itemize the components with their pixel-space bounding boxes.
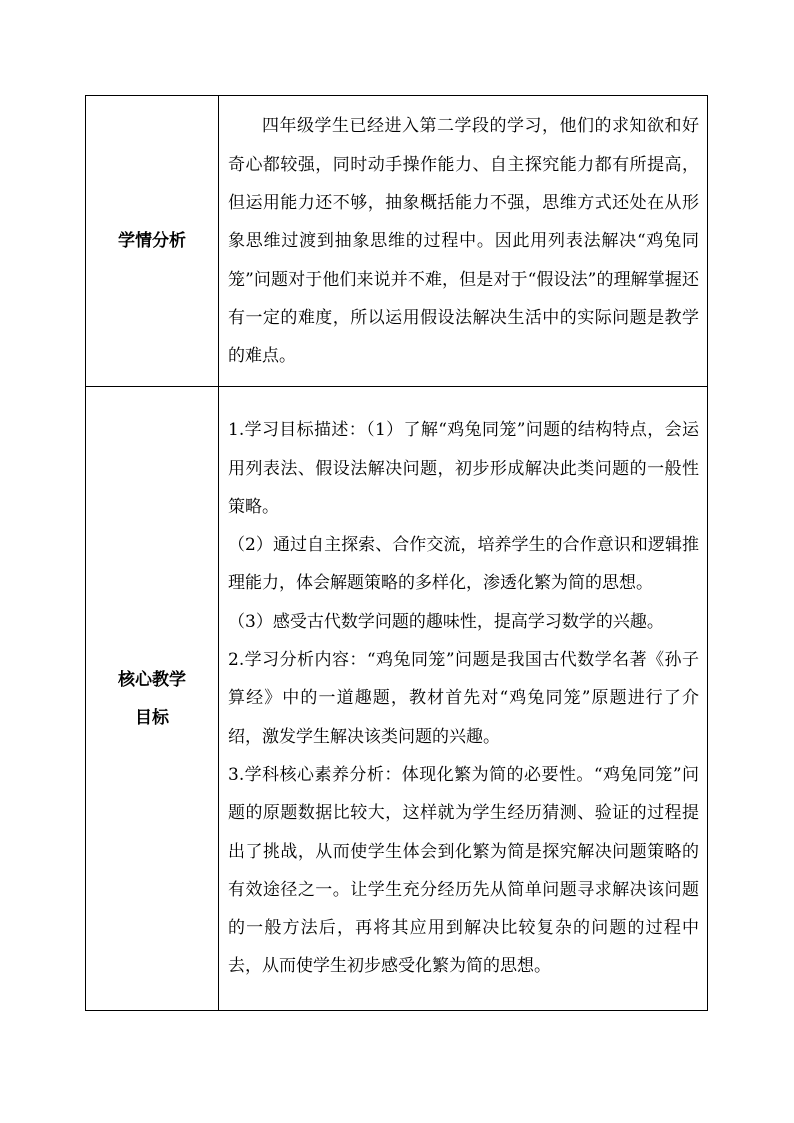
lesson-plan-table <box>85 95 708 1011</box>
paragraph: （2）通过自主探索、合作交流，培养学生的合作意识和逻辑推理能力，体会解题策略的多样化，渗透化繁为简的思想。 <box>228 535 699 594</box>
paragraph: （3）感受古代数学问题的趣味性，提高学习数学的兴趣。 <box>228 611 664 632</box>
paragraph: 2.学习分析内容：“鸡兔同笼”问题是我国古代数学名著《孙子算经》中的一道趣题，教材首先对“鸡兔同笼”原题进行了介绍，激发学生解决该类问题的兴趣。 <box>228 650 699 747</box>
row-label-text-line1: 核心教学 <box>118 669 186 690</box>
row-label-text: 学情分析 <box>118 231 186 251</box>
row-label-text-line2: 目标 <box>135 707 169 728</box>
row-label-student-analysis <box>86 96 219 387</box>
table-row <box>86 387 708 1011</box>
paragraph: 3.学科核心素养分析：体现化繁为简的必要性。“鸡兔同笼”问题的原题数据比较大，这样就为学生经历猜测、验证的过程提出了挑战，从而使学生体会到化繁为简是探究解决问题策略的有效途径之一。让学生充分经历先从简单问题寻求解决该问题的一般方法后，再将其应用到解决比较复杂的问题的过程中去，从而使学生初步感受化繁为简的思想。 <box>228 764 699 977</box>
row-content-student-analysis <box>219 96 708 387</box>
row-content-core-objectives <box>219 387 708 1011</box>
row-label-core-objectives <box>86 387 219 1011</box>
paragraph: 四年级学生已经进入第二学段的学习，他们的求知欲和好奇心都较强，同时动手操作能力、自主探究能力都有所提高，但运用能力还不够，抽象概括能力不强，思维方式还处在从形象思维过渡到抽象思维的过程中。因此用列表法解决“鸡兔同笼”问题对于他们来说并不难，但是对于“假设法”的理解掌握还有一定的难度，所以运用假设法解决生活中的实际问题是教学的难点。 <box>228 116 699 367</box>
table-row <box>86 96 708 387</box>
paragraph: 1.学习目标描述：（1）了解“鸡兔同笼”问题的结构特点，会运用列表法、假设法解决问题，初步形成解决此类问题的一般性策略。 <box>228 420 699 517</box>
